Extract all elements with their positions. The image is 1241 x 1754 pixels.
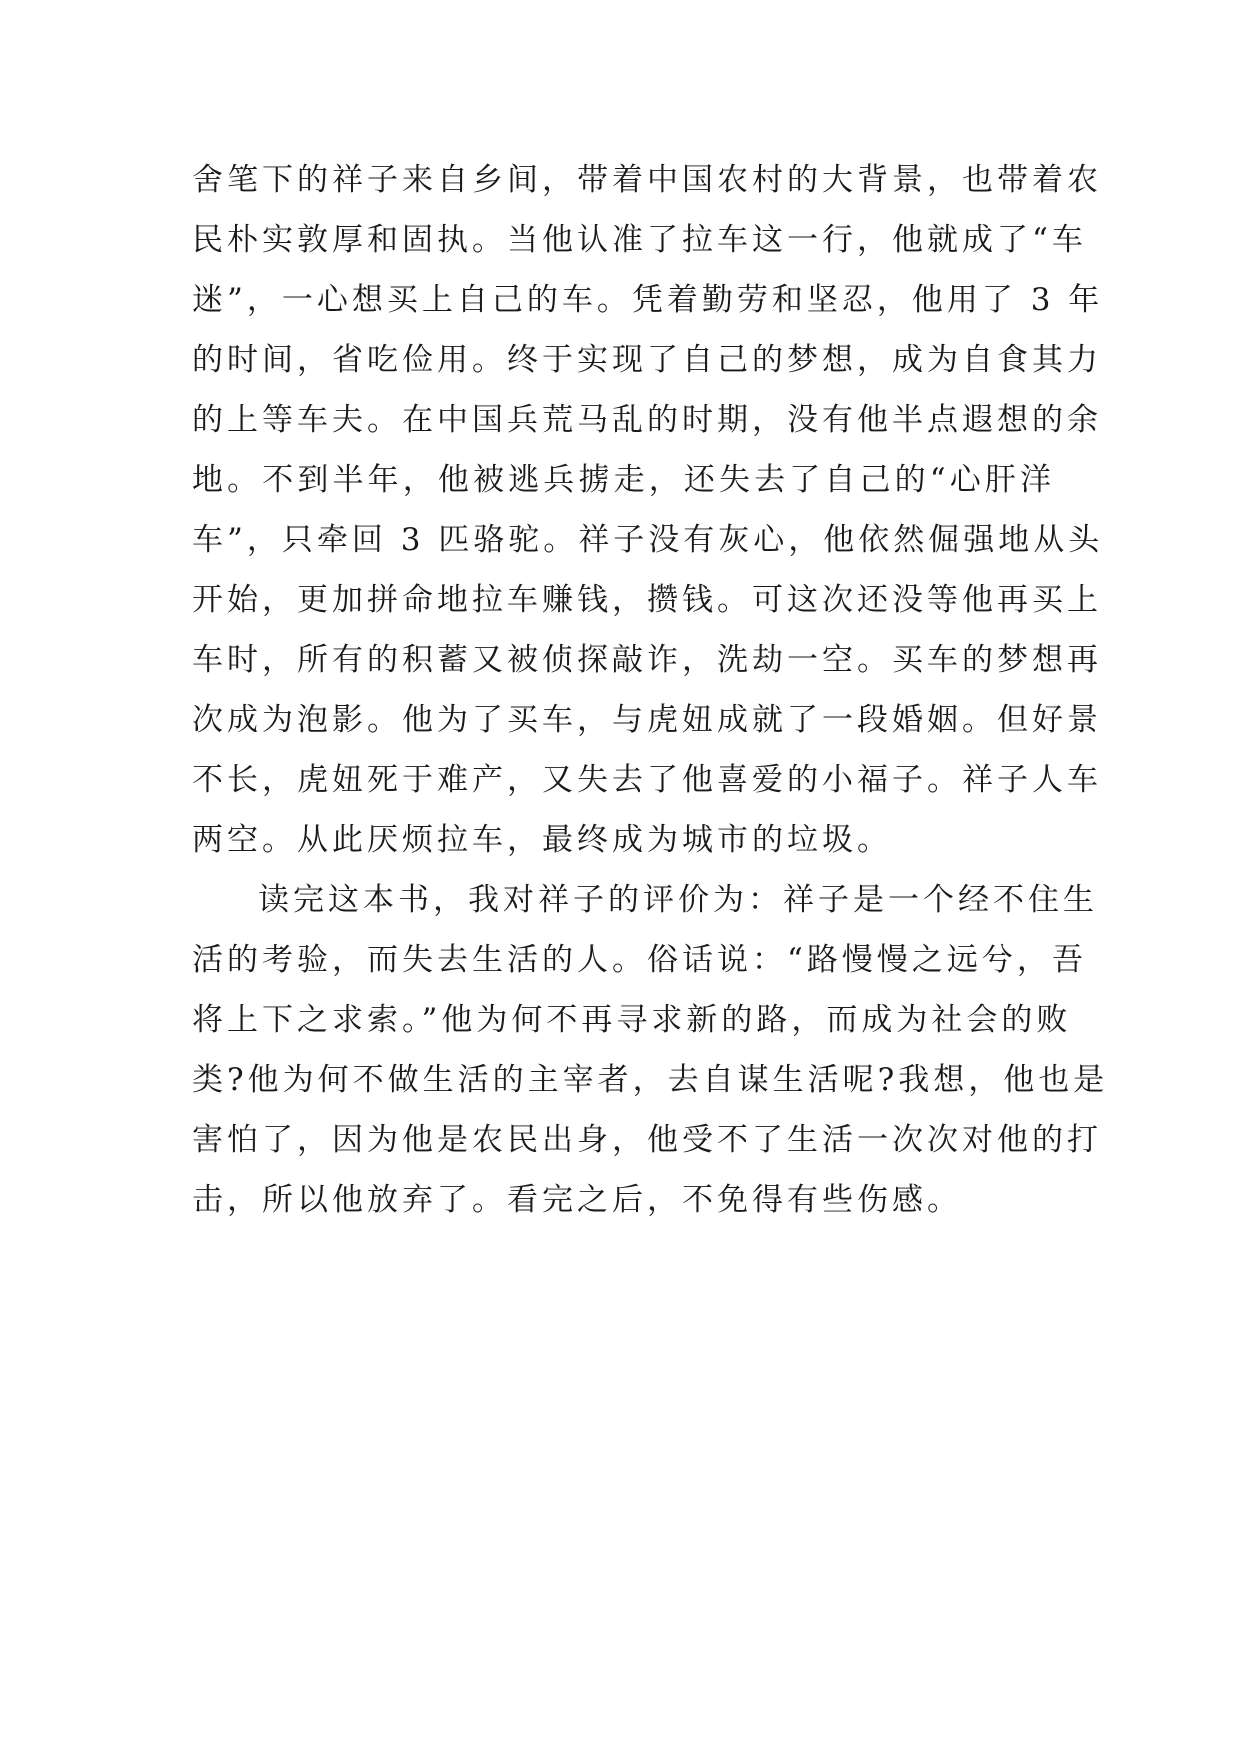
paragraph-line: 活的考验，而失去生活的人。俗话说：“路慢慢之远兮，吾 — [192, 942, 1087, 978]
paragraph-line: 民朴实敦厚和固执。当他认准了拉车这一行，他就成了“车 — [192, 222, 1087, 258]
paragraph-line: 次成为泡影。他为了买车，与虎妞成就了一段婚姻。但好景 — [192, 702, 1102, 738]
paragraph-line: 类?他为何不做生活的主宰者，去自谋生活呢?我想，他也是 — [192, 1062, 1109, 1098]
paragraph-line: 地。不到半年，他被逃兵掳走，还失去了自己的“心肝洋 — [192, 462, 1055, 498]
paragraph-1 — [192, 150, 1104, 870]
paragraph-line: 的时间，省吃俭用。终于实现了自己的梦想，成为自食其力 — [192, 342, 1102, 378]
paragraph-line: 车时，所有的积蓄又被侦探敲诈，洗劫一空。买车的梦想再 — [192, 642, 1102, 678]
paragraph-line: 舍笔下的祥子来自乡间，带着中国农村的大背景，也带着农 — [192, 162, 1102, 198]
paragraph-line: 不长，虎妞死于难产，又失去了他喜爱的小福子。祥子人车 — [192, 762, 1102, 798]
paragraph-line: 车”，只牵回 3 匹骆驼。祥子没有灰心，他依然倔强地从头 — [192, 522, 1104, 558]
paragraph-line: 将上下之求索。”他为何不再寻求新的路，而成为社会的败 — [192, 1002, 1072, 1038]
paragraph-line: 害怕了，因为他是农民出身，他受不了生活一次次对他的打 — [192, 1122, 1102, 1158]
paragraph-line: 读完这本书，我对祥子的评价为：祥子是一个经不住生 — [258, 882, 1098, 918]
paragraph-line: 击，所以他放弃了。看完之后，不免得有些伤感。 — [192, 1182, 962, 1218]
document-body — [192, 150, 1109, 1230]
paragraph-2 — [192, 870, 1109, 1230]
paragraph-line: 的上等车夫。在中国兵荒马乱的时期，没有他半点遐想的余 — [192, 402, 1102, 438]
paragraph-line: 迷”，一心想买上自己的车。凭着勤劳和坚忍，他用了 3 年 — [192, 282, 1104, 318]
paragraph-line: 两空。从此厌烦拉车，最终成为城市的垃圾。 — [192, 822, 892, 858]
paragraph-line: 开始，更加拼命地拉车赚钱，攒钱。可这次还没等他再买上 — [192, 582, 1102, 618]
